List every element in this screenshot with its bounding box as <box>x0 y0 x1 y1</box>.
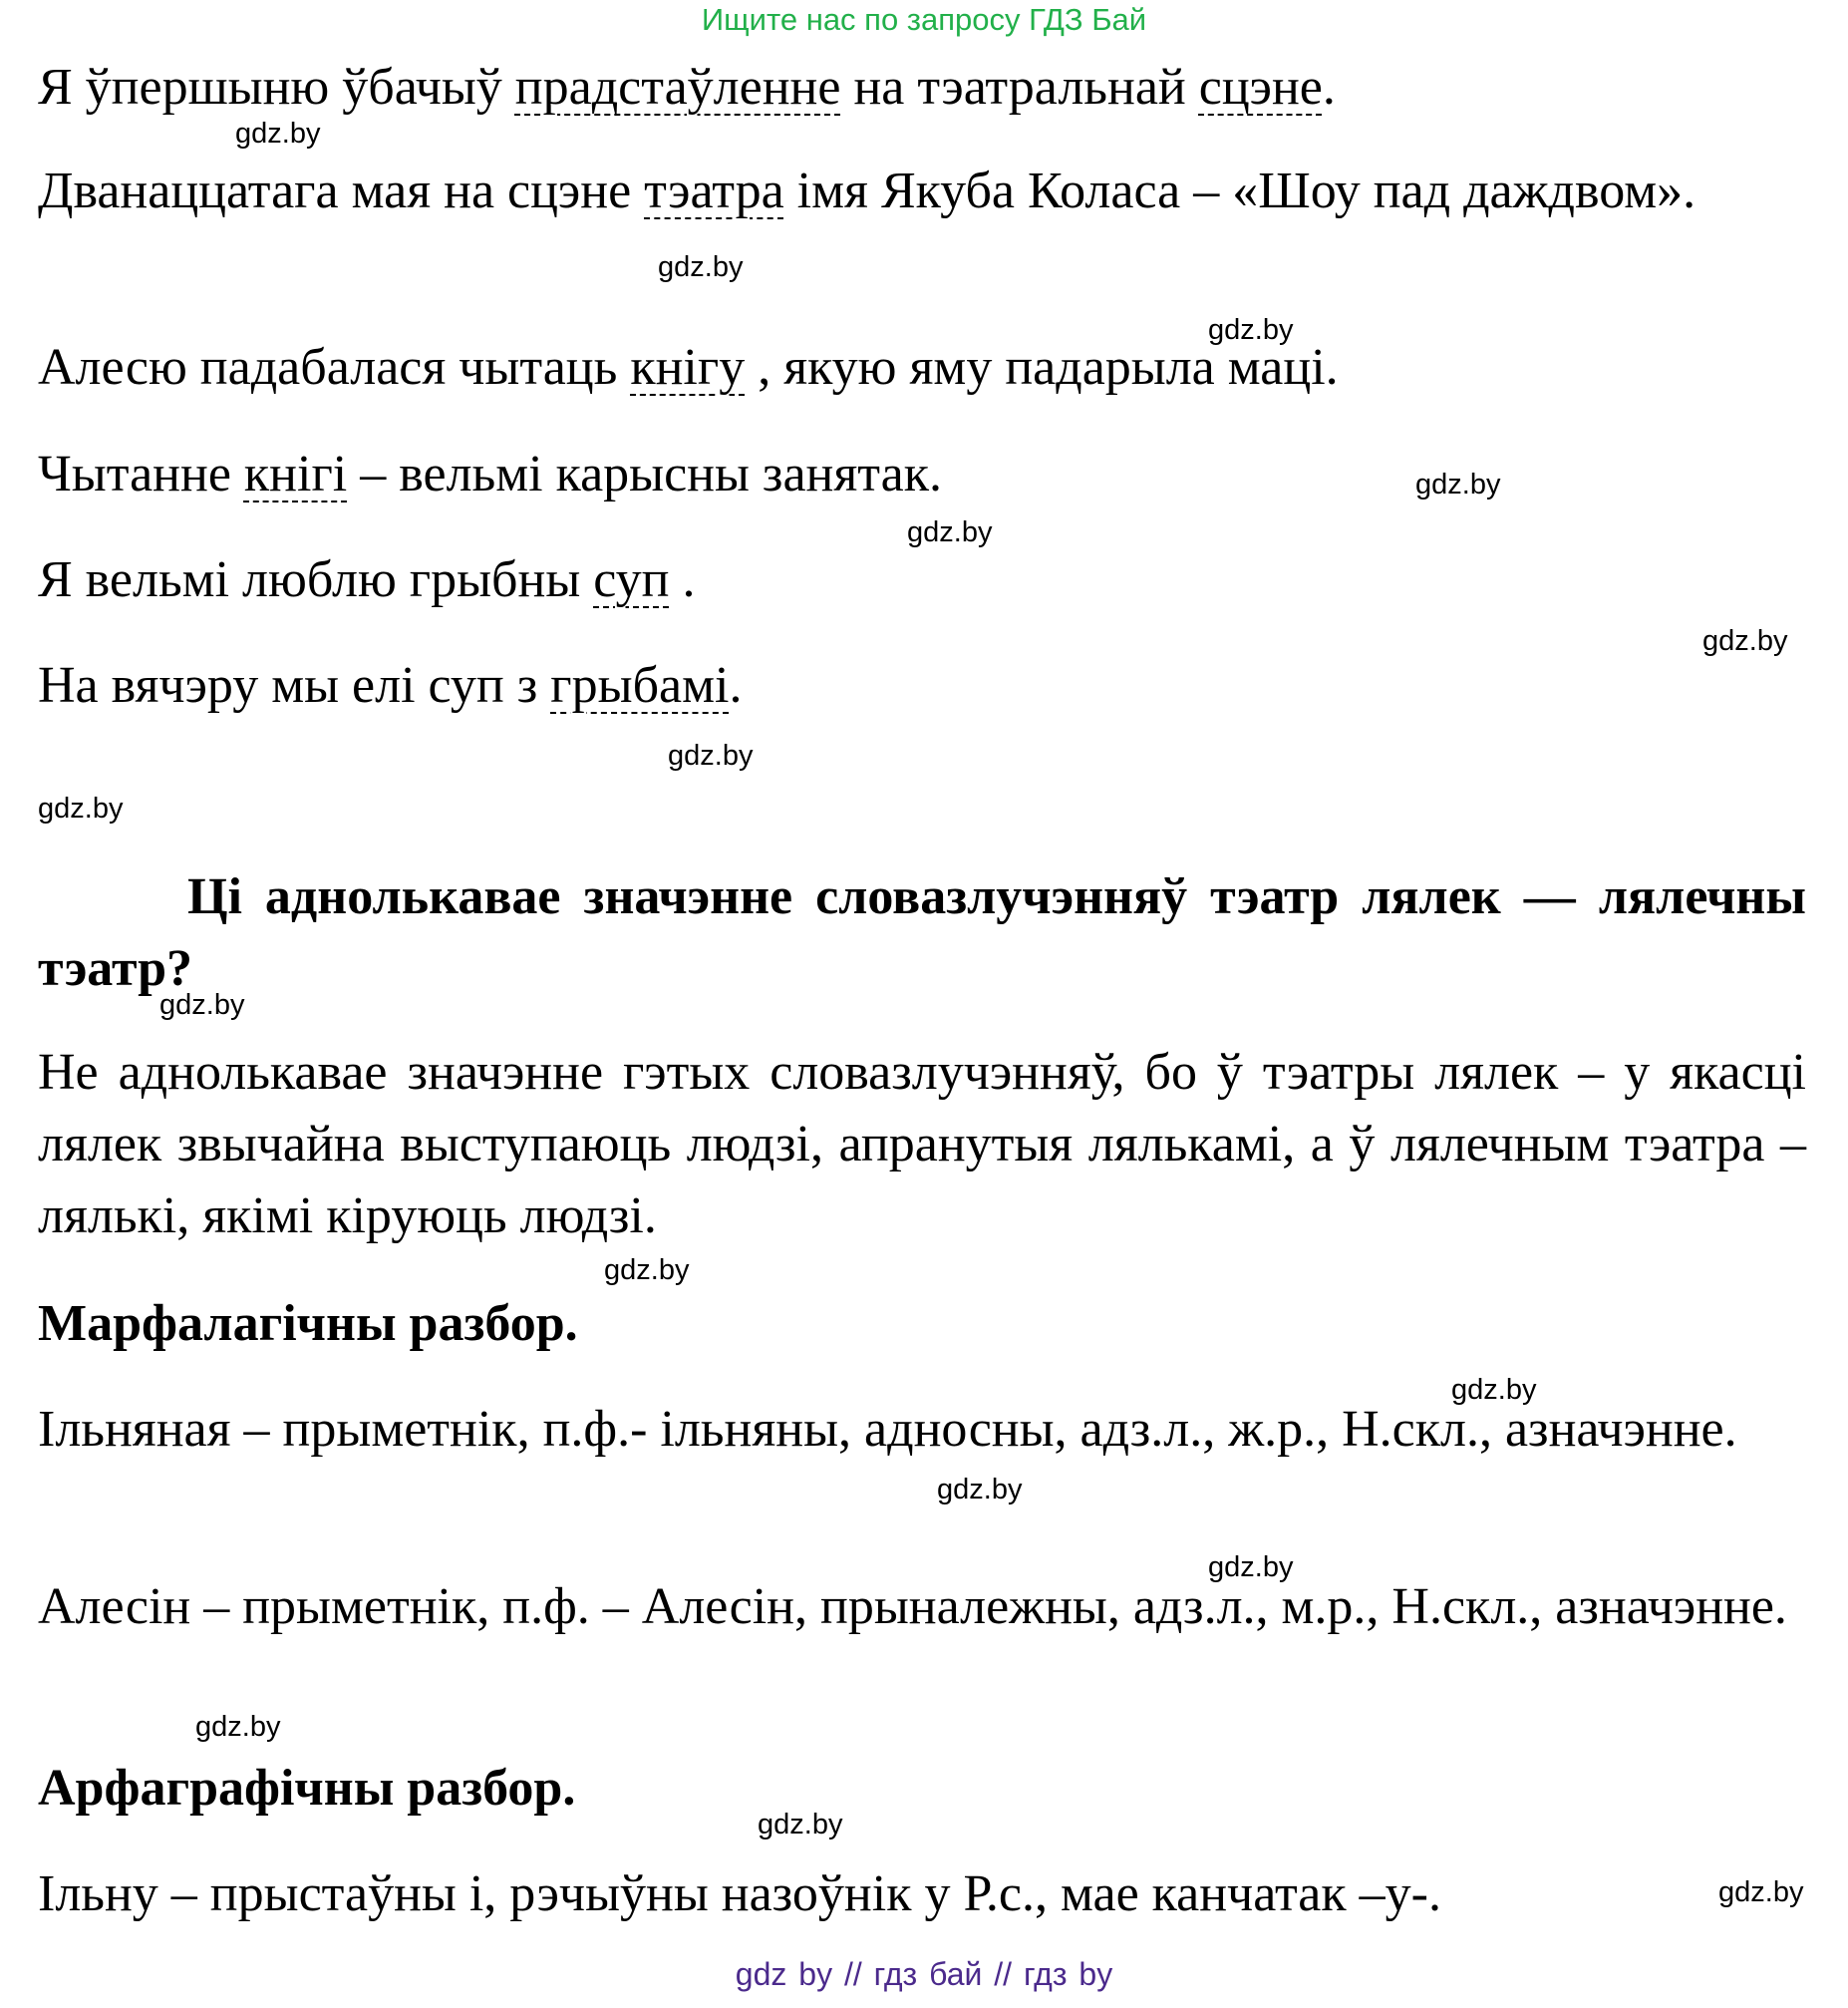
underlined-word: грыбамі <box>550 657 730 714</box>
underlined-word: тэатра <box>644 163 784 219</box>
answer-paragraph: Не аднолькавае значэнне гэтых словазлучэнняў, бо ў тэатры лялек – у якасці лялек звычайна выступаюць людзі, апранутыя лялькамі, а ў лялечным тэатра – лялькі, якімі кіруюць людзі. <box>38 1044 1806 1244</box>
sentence-text: Я вельмі люблю грыбны <box>38 551 594 608</box>
question-heading: Ці аднолькавае значэнне словазлучэнняў тэатр лялек — лялечны тэатр? <box>38 868 1806 997</box>
watermark: gdz.by <box>758 1809 843 1841</box>
sentence-4 <box>38 439 942 510</box>
watermark: gdz.by <box>38 793 124 825</box>
watermark: gdz.by <box>235 118 321 150</box>
sentence-text: . <box>729 657 743 714</box>
watermark: gdz.by <box>668 740 754 772</box>
underlined-word: прадстаўленне <box>514 59 841 116</box>
sentence-text: На вячэру мы елі суп з <box>38 657 551 714</box>
sentence-text: . <box>669 551 696 608</box>
underlined-word: кнігу <box>630 339 746 396</box>
watermark: gdz.by <box>1702 625 1788 657</box>
footer-links: gdz by // гдз бай // гдз by <box>735 1956 1113 1992</box>
sentence-text: Чытанне <box>38 446 244 502</box>
watermark: gdz.by <box>1415 469 1501 501</box>
underlined-word: суп <box>593 551 670 608</box>
watermark: gdz.by <box>604 1254 690 1286</box>
watermark: gdz.by <box>159 989 245 1021</box>
orth-heading: Арфаграфічны разбор. <box>38 1760 576 1817</box>
sentence-5 <box>38 544 696 616</box>
watermark: gdz.by <box>1718 1876 1804 1908</box>
sentence-text: – вельмі карысны занятак. <box>347 446 943 502</box>
watermark: gdz.by <box>937 1474 1023 1506</box>
watermark: gdz.by <box>907 516 993 548</box>
sentence-text: на тэатральнай <box>840 59 1199 116</box>
underlined-word: сцэне <box>1198 59 1323 116</box>
sentence-text: імя Якуба Коласа – «Шоу пад даждвом». <box>783 163 1696 219</box>
sentence-1 <box>38 52 1336 124</box>
sentence-2 <box>38 156 1806 227</box>
sentence-text: . <box>1322 59 1336 116</box>
watermark: gdz.by <box>1208 314 1294 346</box>
watermark: gdz.by <box>1208 1551 1294 1583</box>
sentence-3 <box>38 332 1339 404</box>
underlined-word: кнігі <box>243 446 348 502</box>
sentence-text: Я ўпершыню ўбачыў <box>38 59 515 116</box>
sentence-text: Алесю падабалася чытаць <box>38 339 631 396</box>
watermark: gdz.by <box>658 251 744 283</box>
sentence-6 <box>38 650 742 722</box>
morph-heading: Марфалагічны разбор. <box>38 1295 578 1352</box>
top-banner: Ищите нас по запросу ГДЗ Бай <box>701 2 1147 37</box>
sentence-text: Дванаццатага мая на сцэне <box>38 163 645 219</box>
orth-paragraph-1: Ільну – прыстаўны і, рэчыўны назоўнік у Р.с., мае канчатак –у-. <box>38 1865 1441 1922</box>
watermark: gdz.by <box>1451 1374 1537 1406</box>
watermark: gdz.by <box>195 1711 281 1743</box>
morph-paragraph-1: Ільняная – прыметнік, п.ф.- ільняны, адносны, адз.л., ж.р., Н.скл., азначэнне. <box>38 1401 1737 1458</box>
sentence-text: , якую яму падарыла маці. <box>745 339 1339 396</box>
morph-paragraph-2: Алесін – прыметнік, п.ф. – Алесін, прыналежны, адз.л., м.р., Н.скл., азначэнне. <box>38 1578 1787 1635</box>
